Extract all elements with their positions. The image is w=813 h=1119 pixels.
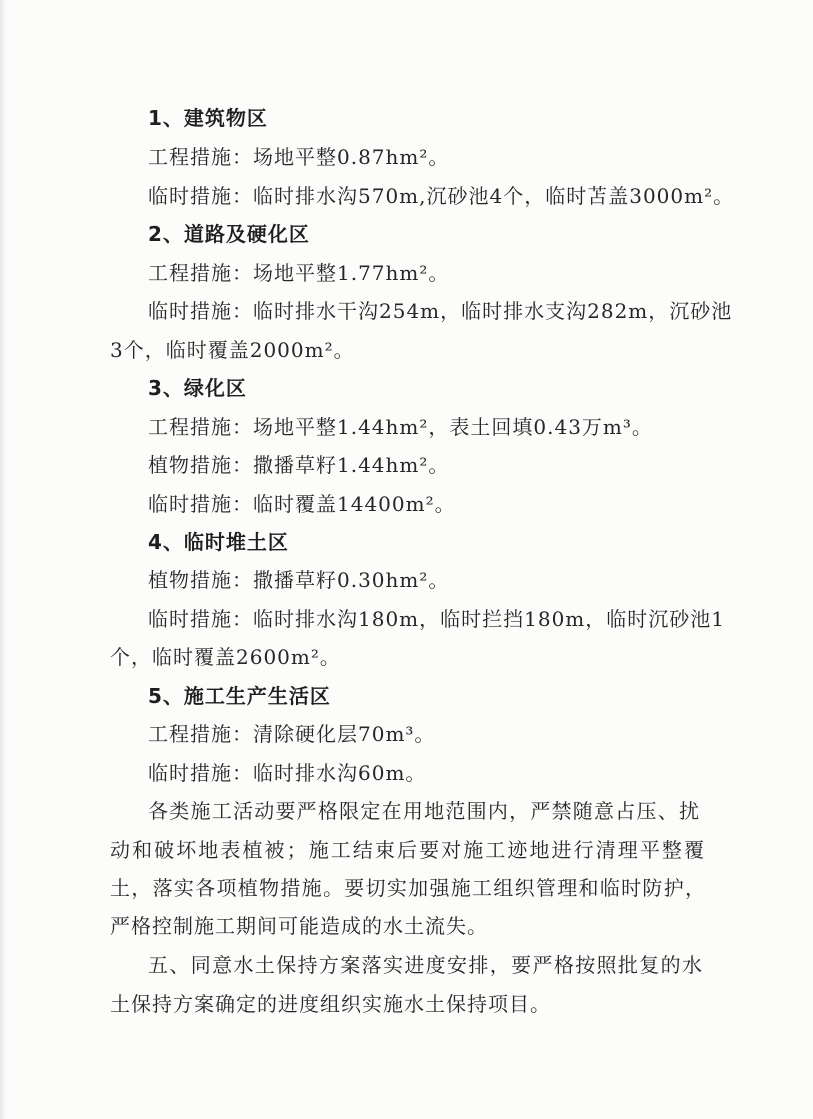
document-line: 工程措施：清除硬化层70m³。 bbox=[148, 722, 436, 746]
document-line: 土保持方案确定的进度组织实施水土保持项目。 bbox=[110, 992, 551, 1016]
document-line: 临时措施：临时排水干沟254m，临时排水支沟282m，沉砂池 bbox=[148, 299, 733, 323]
section-heading-roads: 2、道路及硬化区 bbox=[148, 222, 310, 246]
document-line: 3个，临时覆盖2000m²。 bbox=[110, 338, 355, 362]
document-line: 临时措施：临时排水沟60m。 bbox=[148, 761, 427, 785]
section-heading-buildings: 1、建筑物区 bbox=[148, 106, 268, 130]
section-heading-soil-stockpile: 4、临时堆土区 bbox=[148, 530, 289, 554]
document-line: 植物措施：撒播草籽0.30hm²。 bbox=[148, 568, 450, 592]
document-line: 土，落实各项植物措施。要切实加强施工组织管理和临时防护， bbox=[110, 876, 706, 900]
document-line: 工程措施：场地平整0.87hm²。 bbox=[148, 145, 450, 169]
document-line: 各类施工活动要严格限定在用地范围内，严禁随意占压、扰 bbox=[148, 799, 700, 823]
section-heading-greening: 3、绿化区 bbox=[148, 376, 247, 400]
document-line: 植物措施：撒播草籽1.44hm²。 bbox=[148, 453, 450, 477]
document-line: 临时措施：临时排水沟570m,沉砂池4个，临时苫盖3000m²。 bbox=[148, 184, 735, 208]
document-line: 工程措施：场地平整1.44hm²，表土回填0.43万m³。 bbox=[148, 415, 653, 439]
document-line: 临时措施：临时排水沟180m，临时拦挡180m，临时沉砂池1 bbox=[148, 607, 726, 631]
document-line: 工程措施：场地平整1.77hm²。 bbox=[148, 261, 450, 285]
section-heading-construction-living-area: 5、施工生产生活区 bbox=[148, 684, 331, 708]
scan-edge-shadow bbox=[0, 0, 6, 1119]
document-line: 严格控制施工期间可能造成的水土流失。 bbox=[110, 914, 488, 938]
document-line: 动和破坏地表植被；施工结束后要对施工迹地进行清理平整覆 bbox=[110, 838, 705, 862]
document-line: 个，临时覆盖2600m²。 bbox=[110, 645, 341, 669]
document-line: 五、同意水土保持方案落实进度安排，要严格按照批复的水 bbox=[148, 953, 703, 977]
document-line: 临时措施：临时覆盖14400m²。 bbox=[148, 492, 456, 516]
